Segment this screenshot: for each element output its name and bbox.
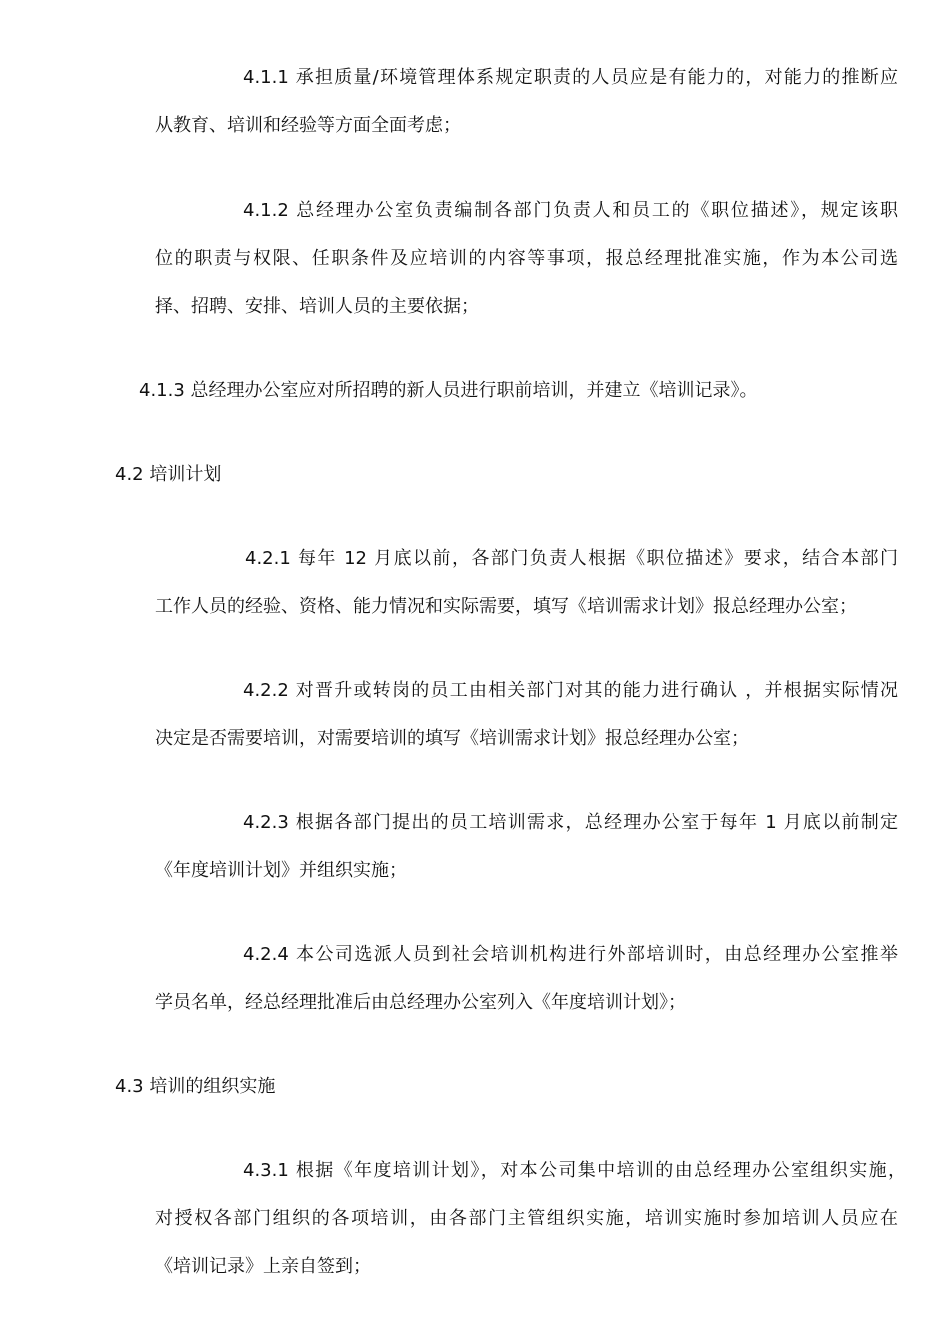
para-4-2-2-line-2: 决定是否需要培训，对需要培训的填写《培训需求计划》报总经理办公室； [155, 728, 749, 749]
para-4-2-1-line-2: 工作人员的经验、资格、能力情况和实际需要，填写《培训需求计划》报总经理办公室； [155, 596, 857, 617]
para-4-2-3-line-2: 《年度培训计划》并组织实施； [155, 860, 407, 881]
para-4-2-2-line-1: 4.2.2 对晋升或转岗的员工由相关部门对其的能力进行确认 ，并根据实际情况 [243, 680, 898, 701]
para-4-2-4-line-1: 4.2.4 本公司选派人员到社会培训机构进行外部培训时，由总经理办公室推举 [243, 944, 898, 965]
para-4-3-1-line-2: 对授权各部门组织的各项培训，由各部门主管组织实施，培训实施时参加培训人员应在 [155, 1208, 898, 1229]
para-4-1-2-line-3: 择、招聘、安排、培训人员的主要依据； [155, 296, 479, 317]
para-4-3-1-line-1: 4.3.1 根据《年度培训计划》，对本公司集中培训的由总经理办公室组织实施， [243, 1160, 906, 1181]
section-heading-4-2: 4.2 培训计划 [115, 464, 222, 485]
para-4-2-3-line-1: 4.2.3 根据各部门提出的员工培训需求，总经理办公室于每年 1 月底以前制定 [243, 812, 898, 833]
para-4-1-2-line-2: 位的职责与权限、任职条件及应培训的内容等事项，报总经理批准实施，作为本公司选 [155, 248, 898, 269]
para-4-2-1-line-1: 4.2.1 每年 12 月底以前，各部门负责人根据《职位描述》要求，结合本部门 [245, 548, 898, 569]
para-4-1-1-line-1: 4.1.1 承担质量/环境管理体系规定职责的人员应是有能力的，对能力的推断应 [243, 67, 898, 88]
para-4-1-3-line-1: 4.1.3 总经理办公室应对所招聘的新人员进行职前培训，并建立《培训记录》。 [139, 380, 758, 401]
para-4-3-1-line-3: 《培训记录》上亲自签到； [155, 1256, 371, 1277]
para-4-1-2-line-1: 4.1.2 总经理办公室负责编制各部门负责人和员工的《职位描述》，规定该职 [243, 200, 898, 221]
section-heading-4-3: 4.3 培训的组织实施 [115, 1076, 276, 1097]
para-4-2-4-line-2: 学员名单，经总经理批准后由总经理办公室列入《年度培训计划》； [155, 992, 686, 1013]
para-4-1-1-line-2: 从教育、培训和经验等方面全面考虑； [155, 115, 461, 136]
